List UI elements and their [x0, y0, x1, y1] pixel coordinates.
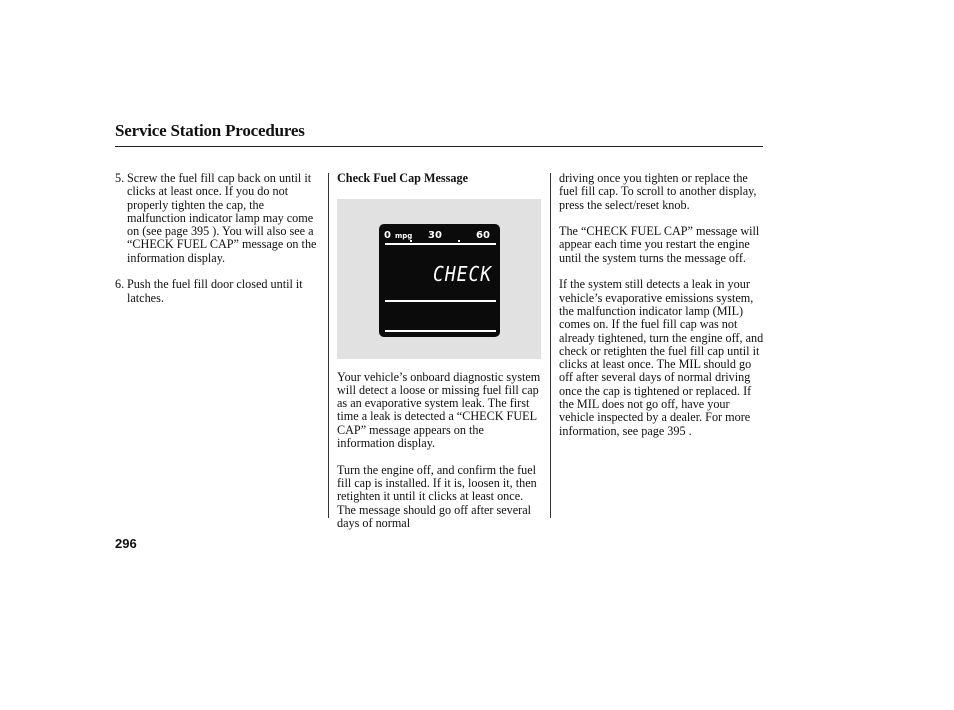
step-item — [115, 172, 319, 265]
column-divider-1 — [328, 173, 329, 518]
paragraph: Turn the engine off, and confirm the fuel fill cap is installed. If it is, loosen it, then retighten it until it clicks at least once. The message should go off after several days of normal — [337, 462, 537, 530]
gauge-tick — [410, 240, 412, 242]
step-text: Push the fuel fill door closed until it latches. — [127, 277, 303, 305]
title-divider — [115, 146, 763, 147]
step-text: Screw the fuel fill cap back on until it clicks at least once. If you do not properly tighten the cap, the malfunction indicator lamp may come on (see page 395 ). You will also see a “CHECK FUEL CAP” message on the information display. — [127, 171, 317, 265]
paragraph: Your vehicle’s onboard diagnostic system will detect a loose or missing fuel fill cap as an evaporative system leak. The first time a leak is detected a “CHECK FUEL CAP” message appears on the information display. — [337, 369, 541, 451]
column-divider-2 — [550, 173, 551, 518]
step-number: 5. — [115, 171, 125, 185]
gauge-tick — [458, 240, 460, 242]
display-illustration — [337, 199, 541, 359]
gauge-label-max: 60 — [476, 229, 490, 241]
page-title: Service Station Procedures — [115, 121, 305, 140]
middle-column — [337, 172, 542, 543]
right-column — [559, 172, 764, 451]
left-column — [115, 172, 319, 318]
display-bottom-line — [385, 330, 496, 332]
gauge-unit-label: mpg — [395, 231, 413, 240]
paragraph: driving once you tighten or replace the fuel fill cap. To scroll to another display, press the select/reset knob. — [559, 171, 757, 212]
gauge-bar — [385, 243, 496, 245]
gauge-label-mid: 30 — [428, 229, 442, 241]
display-message: CHECK — [433, 261, 493, 287]
display-divider-line — [385, 300, 496, 302]
gauge-label-zero: 0 — [384, 229, 391, 241]
page-number: 296 — [115, 536, 137, 551]
paragraph: If the system still detects a leak in your vehicle’s evaporative emissions system, the malfunction indicator lamp (MIL) comes on. If the fuel fill cap was not already tightened, turn the engine off, and check or retighten the fuel fill cap until it clicks at least once. The MIL should go off after several days of normal driving once the cap is tightened or replaced. If the MIL does not go off, have your vehicle inspected by a dealer. For more information, see page 395 . — [559, 277, 764, 438]
step-number: 6. — [115, 277, 125, 292]
information-display — [379, 224, 500, 337]
section-heading: Check Fuel Cap Message — [337, 171, 469, 185]
step-item — [115, 278, 319, 305]
paragraph: The “CHECK FUEL CAP” message will appear each time you restart the engine until the system turns the message off. — [559, 224, 760, 265]
